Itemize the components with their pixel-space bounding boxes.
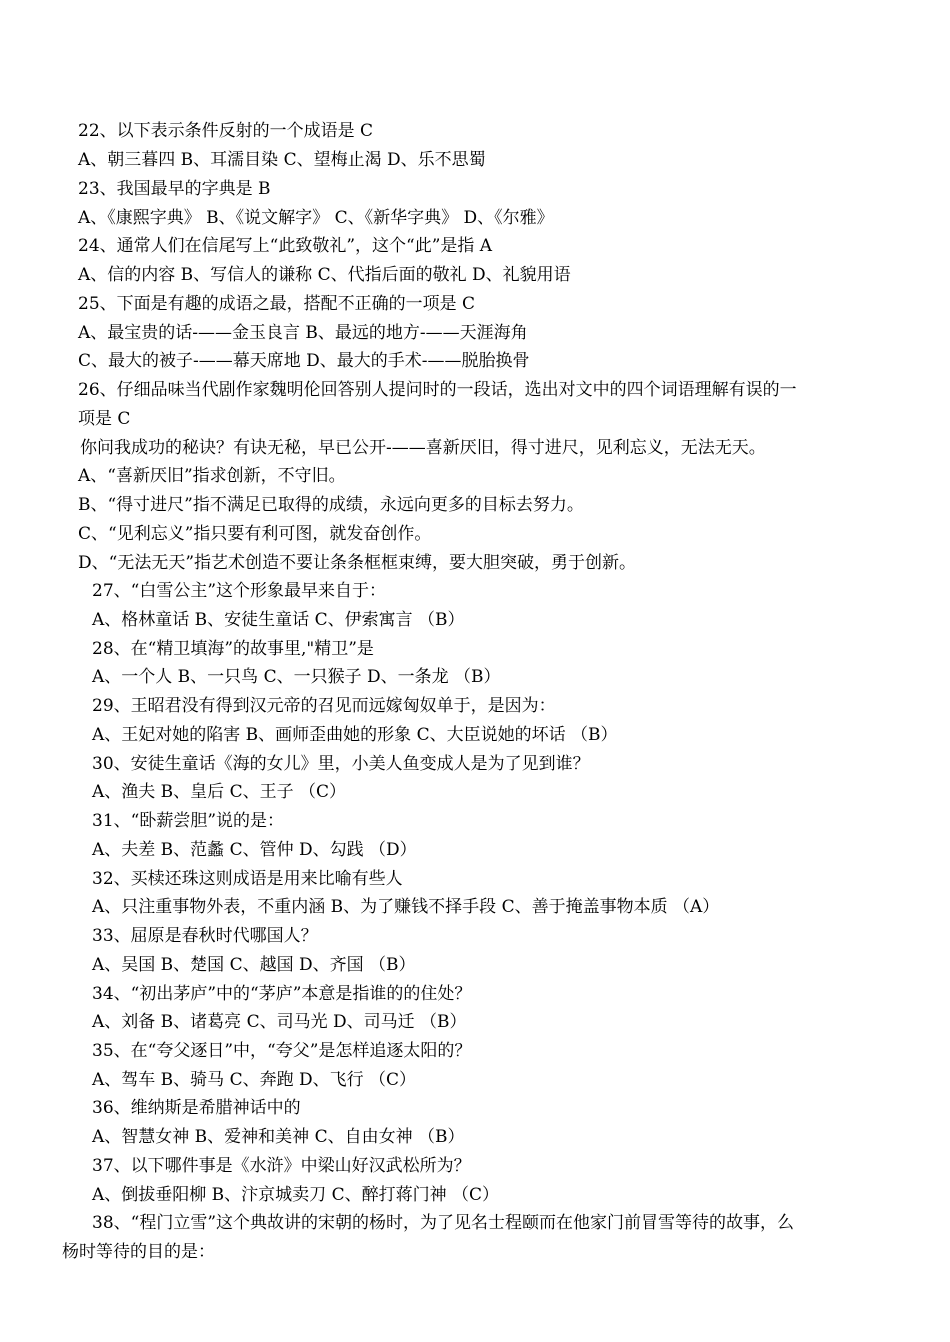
question-26-cont: 项是 C (78, 409, 131, 429)
option-26-d: D、“无法无天”指艺术创造不要让条条框框束缚，要大胆突破，勇于创新。 (78, 553, 637, 573)
options-33: A、吴国 B、楚国 C、越国 D、齐国 （B） (92, 955, 416, 975)
options-34: A、刘备 B、诸葛亮 C、司马光 D、司马迁 （B） (92, 1012, 467, 1032)
options-37: A、倒拔垂阳柳 B、汴京城卖刀 C、醉打蒋门神 （C） (92, 1185, 499, 1205)
question-37: 37、以下哪件事是《水浒》中梁山好汉武松所为？ (92, 1156, 471, 1176)
question-23: 23、我国最早的字典是 B (78, 179, 271, 199)
question-35: 35、在“夸父逐日”中，“夸父”是怎样追逐太阳的？ (92, 1041, 472, 1061)
quote-26: 你问我成功的秘诀？有诀无秘，早已公开-——喜新厌旧，得寸进尺，见利忘义，无法无天。 (80, 438, 766, 458)
options-29: A、王妃对她的陷害 B、画师歪曲她的形象 C、大臣说她的坏话 （B） (92, 725, 618, 745)
option-26-a: A、“喜新厌旧”指求创新，不守旧。 (78, 466, 346, 486)
question-24: 24、通常人们在信尾写上“此致敬礼”，这个“此”是指 A (78, 236, 493, 256)
option-26-b: B、“得寸进尺”指不满足已取得的成绩，永远向更多的目标去努力。 (78, 495, 584, 515)
question-25: 25、下面是有趣的成语之最，搭配不正确的一项是 C (78, 294, 476, 314)
question-30: 30、安徒生童话《海的女儿》里，小美人鱼变成人是为了见到谁？ (92, 754, 590, 774)
options-35: A、驾车 B、骑马 C、奔跑 D、飞行 （C） (92, 1070, 417, 1090)
question-31: 31、“卧薪尝胆”说的是： (92, 811, 285, 831)
question-28: 28、在“精卫填海”的故事里,"精卫”是 (92, 639, 374, 659)
options-23: A、《康熙字典》 B、《说文解字》 C、《新华字典》 D、《尔雅》 (78, 208, 554, 228)
options-25-cd: C、最大的被子-——幕天席地 D、最大的手术-——脱胎换骨 (78, 351, 530, 371)
options-30: A、渔夫 B、皇后 C、王子 （C） (92, 782, 346, 802)
options-24: A、信的内容 B、写信人的谦称 C、代指后面的敬礼 D、礼貌用语 (78, 265, 571, 285)
options-36: A、智慧女神 B、爱神和美神 C、自由女神 （B） (92, 1127, 465, 1147)
question-34: 34、“初出茅庐”中的“茅庐”本意是指谁的的住处？ (92, 984, 472, 1004)
question-32: 32、买椟还珠这则成语是用来比喻有些人 (92, 869, 403, 889)
question-38: 38、“程门立雪”这个典故讲的宋朝的杨时，为了见名士程颐而在他家门前冒雪等待的故事，么 (92, 1213, 795, 1233)
options-31: A、夫差 B、范蠡 C、管仲 D、勾践 （D） (92, 840, 417, 860)
options-27: A、格林童话 B、安徒生童话 C、伊索寓言 （B） (92, 610, 465, 630)
options-32: A、只注重事物外表，不重内涵 B、为了赚钱不择手段 C、善于掩盖事物本质 （A） (92, 897, 720, 917)
question-27: 27、“白雪公主”这个形象最早来自于： (92, 581, 387, 601)
options-22: A、朝三暮四 B、耳濡目染 C、望梅止渴 D、乐不思蜀 (78, 150, 486, 170)
question-22: 22、以下表示条件反射的一个成语是 C (78, 121, 374, 141)
question-36: 36、维纳斯是希腊神话中的 (92, 1098, 301, 1118)
option-26-c: C、“见利忘义”指只要有利可图，就发奋创作。 (78, 524, 432, 544)
question-26: 26、仔细品味当代剧作家魏明伦回答别人提问时的一段话，选出对文中的四个词语理解有误的一 (78, 380, 797, 400)
question-38-cont: 杨时等待的目的是： (62, 1242, 215, 1262)
question-33: 33、屈原是春秋时代哪国人？ (92, 926, 318, 946)
options-28: A、一个人 B、一只鸟 C、一只猴子 D、一条龙 （B） (92, 667, 501, 687)
question-29: 29、王昭君没有得到汉元帝的召见而远嫁匈奴单于，是因为： (92, 696, 556, 716)
options-25-ab: A、最宝贵的话-——金玉良言 B、最远的地方-——天涯海角 (78, 323, 528, 343)
